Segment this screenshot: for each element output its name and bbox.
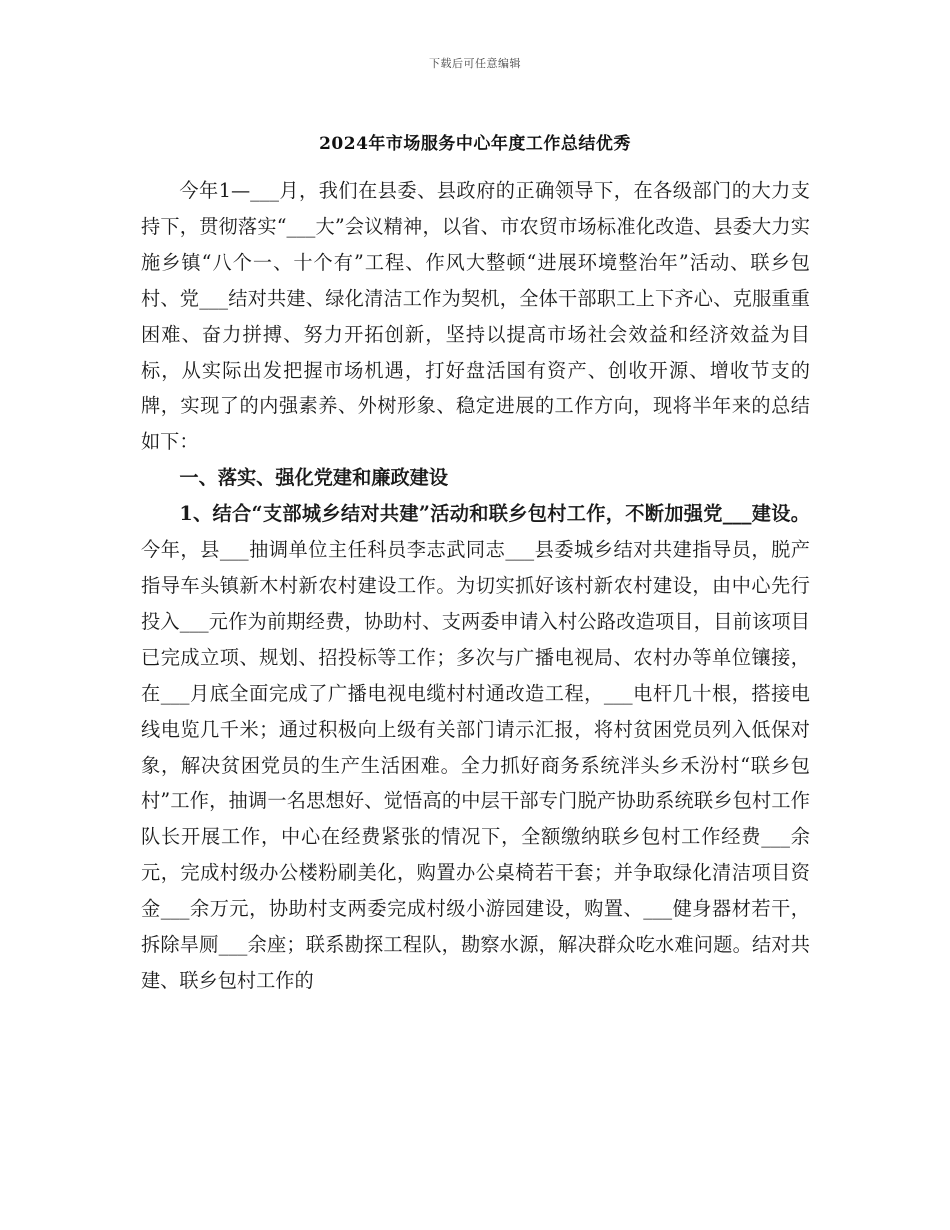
subsection-heading-1: 1、结合“支部城乡结对共建”活动和联乡包村工作，不断加强党___建设。 [179, 502, 810, 526]
subsection-paragraph-1 [141, 496, 810, 999]
subsection-body-1: 今年，县___抽调单位主任科员李志武同志___县委城乡结对共建指导员，脱产指导车头镇新木村新农村建设工作。为切实抓好该村新农村建设，由中心先行投入___元作为前期经费，协助村、支两委申请入村公路改造项目，目前该项目已完成立项、规划、招投标等工作；多次与广播电视局、农村办等单位镶接，在___月底全面完成了广播电视电缆村村通改造工程，___电杆几十根，搭接电线电览几千米；通过积极向上级有关部门请示汇报，将村贫困党员列入低保对象，解决贫困党员的生产生活困难。全力抓好商务系统泮头乡禾汾村“联乡包村”工作，抽调一名思想好、觉悟高的中层干部专门脱产协助系统联乡包村工作队长开展工作，中心在经费紧张的情况下，全额缴纳联乡包村工作经费___余元，完成村级办公楼粉刷美化，购置办公桌椅若干套；并争取绿化清洁项目资金___余万元，协助村支两委完成村级小游园建设，购置、___健身器材若干，拆除旱厕___余座；联系勘探工程队，勘察水源，解决群众吃水难问题。结对共建、联乡包村工作的 [141, 538, 810, 992]
document-title: 2024年市场服务中心年度工作总结优秀 [319, 134, 631, 154]
section-heading-1: 一、落实、强化党建和廉政建设 [179, 466, 449, 490]
document-body [141, 173, 810, 999]
intro-paragraph: 今年1—___月，我们在县委、县政府的正确领导下，在各级部门的大力支持下，贯彻落实“___大”会议精神，以省、市农贸市场标准化改造、县委大力实施乡镇“八个一、十个有”工程、作风大整顿“进展环境整治年”活动、联乡包村、党___结对共建、绿化清洁工作为契机，全体干部职工上下齐心、克服重重困难、奋力拼搏、努力开拓创新，坚持以提高市场社会效益和经济效益为目标，从实际出发把握市场机遇，打好盘活国有资产、创收开源、增收节支的牌，实现了的内强素养、外树形象、稳定进展的工作方向，现将半年来的总结如下： [141, 179, 810, 454]
header-note: 下载后可任意编辑 [429, 57, 521, 70]
